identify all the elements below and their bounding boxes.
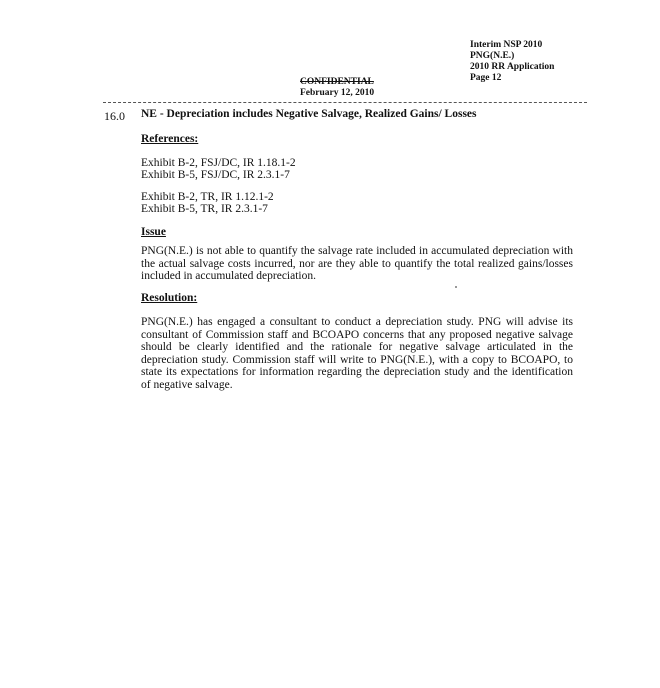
header-rule <box>103 102 587 103</box>
header-line-2: PNG(N.E.) <box>470 51 515 61</box>
resolution-heading: Resolution: <box>141 292 198 304</box>
resolution-paragraph: PNG(N.E.) has engaged a consultant to conduct a depreciation study. PNG will advise its consultant of Commission staff and BCOAPO concerns that any proposed negative salvage should be clearly identified and the rationale for negative salvage articulated in the depreciation study. Commission staff will write to PNG(N.E.), with a copy to BCOAPO, to state its expectations for information regarding the depreciation study and the identification of negative salvage. <box>141 316 573 391</box>
issue-paragraph: PNG(N.E.) is not able to quantify the salvage rate included in accumulated depreciation with the actual salvage costs incurred, nor are they able to quantify the total realized gains/losses included in accumulated depreciation. <box>141 245 573 282</box>
section-title: NE - Depreciation includes Negative Salvage, Realized Gains/ Losses <box>141 108 477 120</box>
section-number: 16.0 <box>104 109 125 123</box>
reference-item: Exhibit B-2, TR, IR 1.12.1-2 <box>141 191 274 203</box>
header-line-4: Page 12 <box>470 73 502 83</box>
reference-item: Exhibit B-2, FSJ/DC, IR 1.18.1-2 <box>141 157 296 169</box>
issue-heading: Issue <box>141 226 166 238</box>
header-line-1: Interim NSP 2010 <box>470 40 543 50</box>
page-header <box>470 40 554 84</box>
confidential-block <box>300 77 420 99</box>
reference-item: Exhibit B-5, TR, IR 2.3.1-7 <box>141 203 268 215</box>
confidential-label: CONFIDENTIAL <box>300 77 374 87</box>
header-line-3: 2010 RR Application <box>470 62 555 72</box>
document-date: February 12, 2010 <box>300 88 375 98</box>
references-heading: References: <box>141 133 199 145</box>
scan-speck <box>455 286 457 288</box>
reference-item: Exhibit B-5, FSJ/DC, IR 2.3.1-7 <box>141 169 290 181</box>
